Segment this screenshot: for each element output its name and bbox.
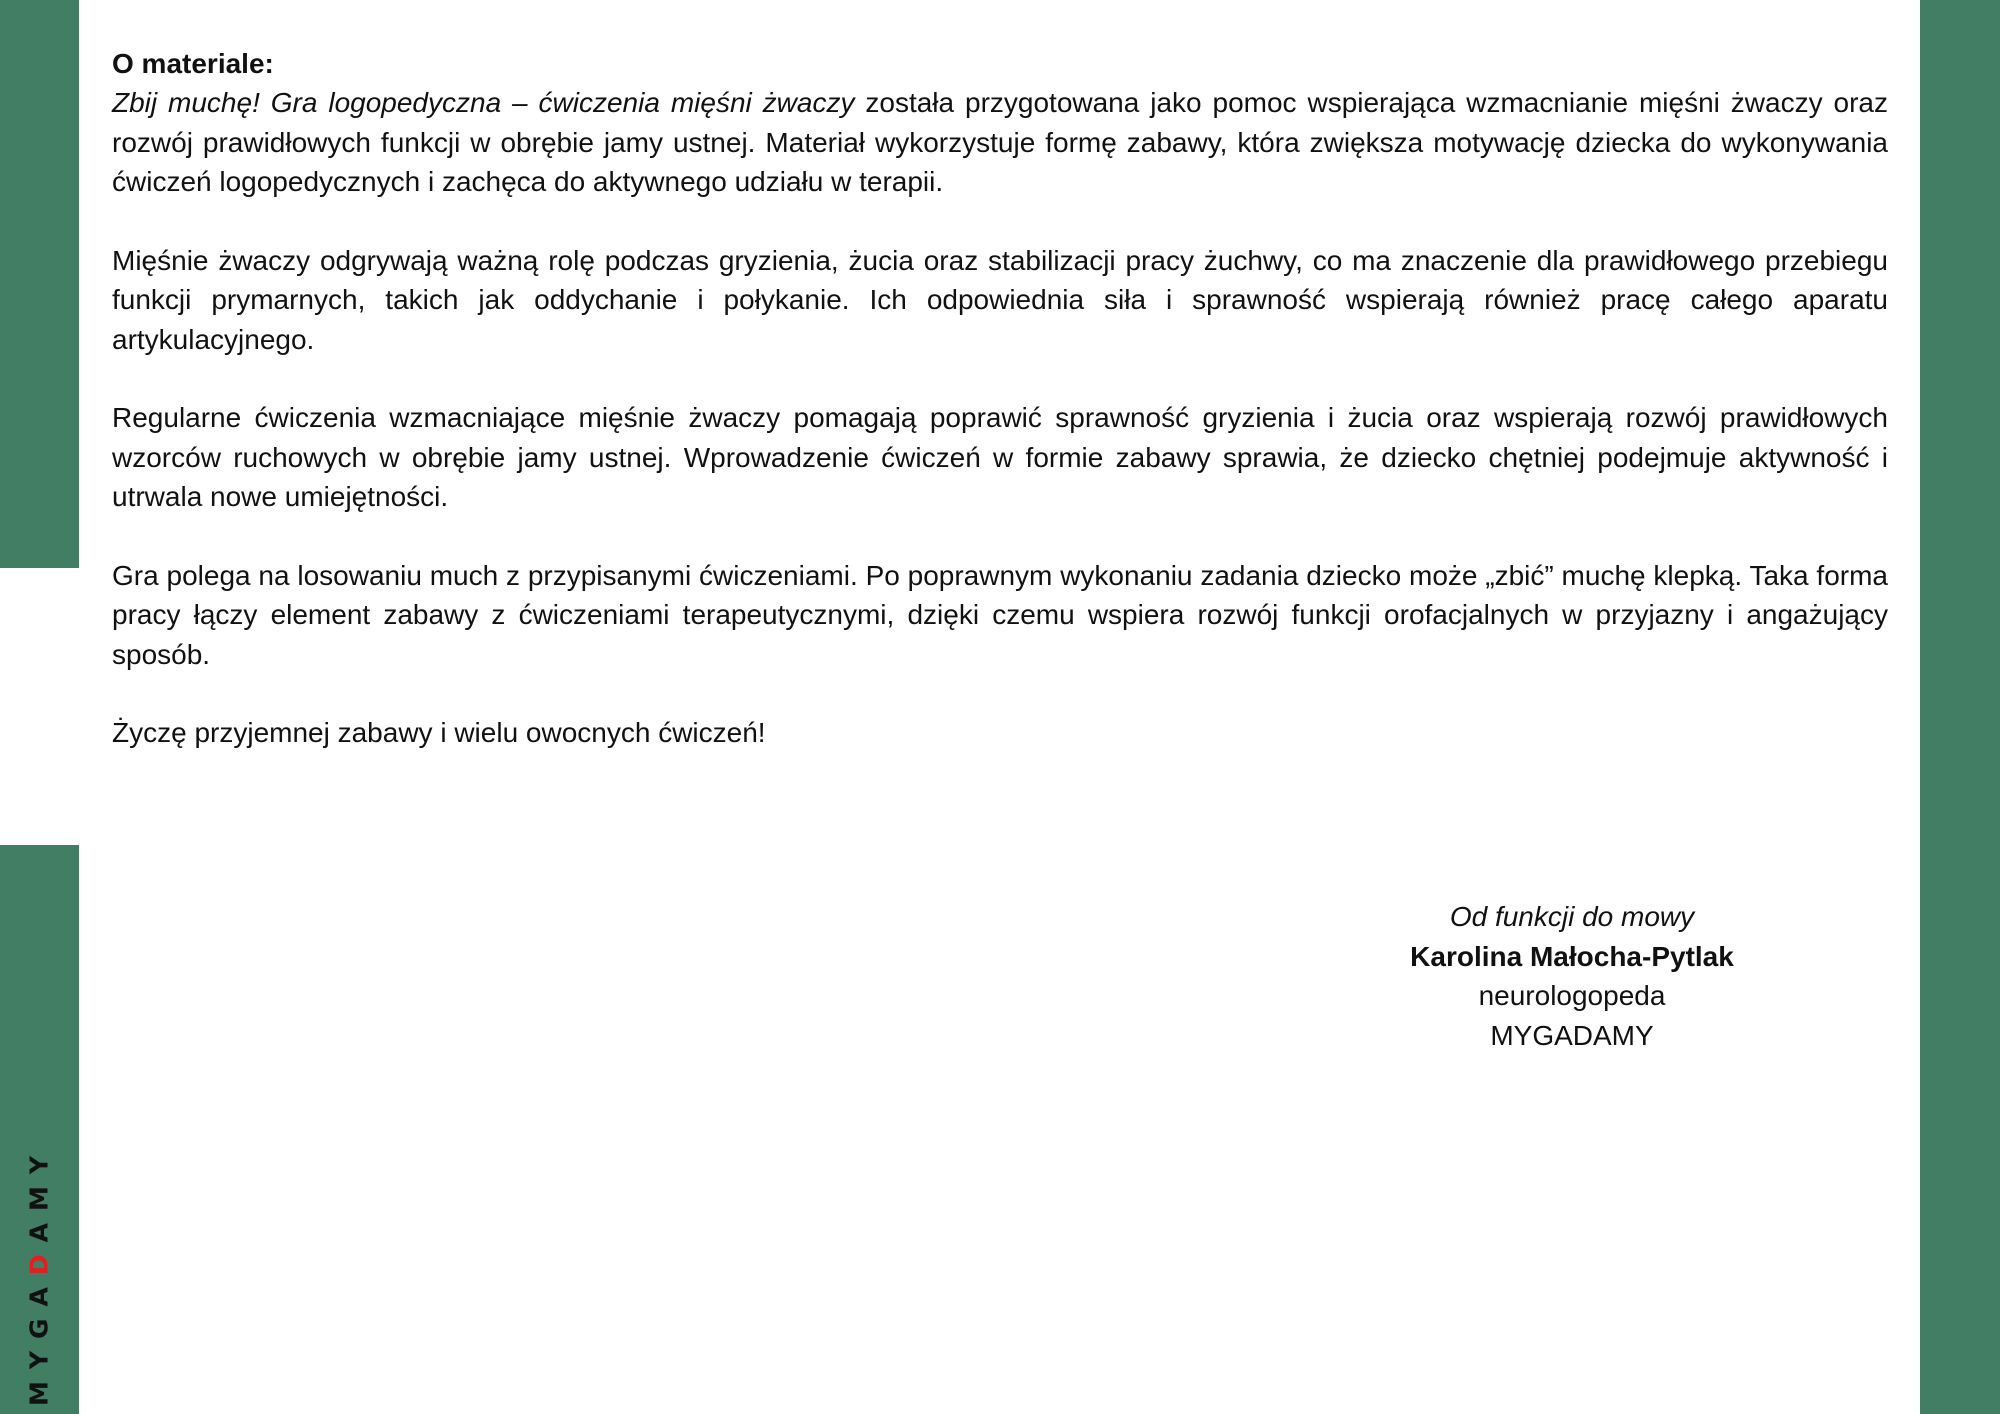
signature-brand: MYGADAMY	[1490, 1019, 1654, 1051]
right-side-bar	[1920, 0, 2000, 1414]
signature-motto: Od funkcji do mowy	[1449, 901, 1695, 932]
paragraph-muscles: Mięśnie żwaczy odgrywają ważną rolę podczas gryzienia, żucia oraz stabilizacji pracy żuchwy, co ma znaczenie dla prawidłowego przebiegu funkcji prymarnych, takich jak oddychanie i połykanie. Ich odpowiednia siła i sprawność wspierają również pracę całego aparatu artykulacyjnego.	[112, 244, 1888, 355]
signature-block	[1372, 897, 1772, 1055]
paragraph-intro	[112, 83, 1888, 202]
brand-logo-tab	[0, 568, 79, 1406]
logo-prefix: MYGA	[24, 1275, 54, 1406]
paragraph-game-rules: Gra polega na losowaniu much z przypisanymi ćwiczeniami. Po poprawnym wykonaniu zadania dziecko może „zbić” muchę klepką. Taka forma pracy łączy element zabawy z ćwiczeniami terapeutycznymi, dzięki czemu wspiera rozwój funkcji orofacjalnych w przyjazny i angażujący sposób.	[112, 559, 1888, 670]
logo-accent-letter: D	[24, 1242, 54, 1276]
signature-name: Karolina Małocha-Pytlak	[1410, 940, 1734, 972]
paragraph-exercises: Regularne ćwiczenia wzmacniające mięśnie żwaczy pomagają poprawić sprawność gryzienia i żucia oraz wspierają rozwój prawidłowych wzorców ruchowych w obrębie jamy ustnej. Wprowadzenie ćwiczeń w formie zabawy sprawia, że dziecko chętniej podejmuje aktywność i utrwala nowe umiejętności.	[112, 402, 1888, 512]
paragraph-intro-text: została przygotowana jako pomoc wspierająca wzmacnianie mięśni żwaczy oraz rozwój prawidłowych funkcji w obrębie jamy ustnej. Materiał wykorzystuje formę zabawy, która zwiększa motywację dziecka do wykonywania ćwiczeń logopedycznych i zachęca do aktywnego udziału w terapii.	[112, 87, 1888, 197]
section-heading: O materiale:	[112, 48, 274, 79]
brand-logo	[25, 1144, 54, 1406]
paragraph-wishes: Życzę przyjemnej zabawy i wielu owocnych ćwiczeń!	[112, 717, 766, 748]
signature-role: neurologopeda	[1478, 980, 1666, 1011]
game-title: Zbij muchę! Gra logopedyczna – ćwiczenia mięśni żwaczy	[112, 87, 855, 118]
main-content	[112, 44, 1888, 792]
logo-suffix: AMY	[24, 1144, 54, 1243]
